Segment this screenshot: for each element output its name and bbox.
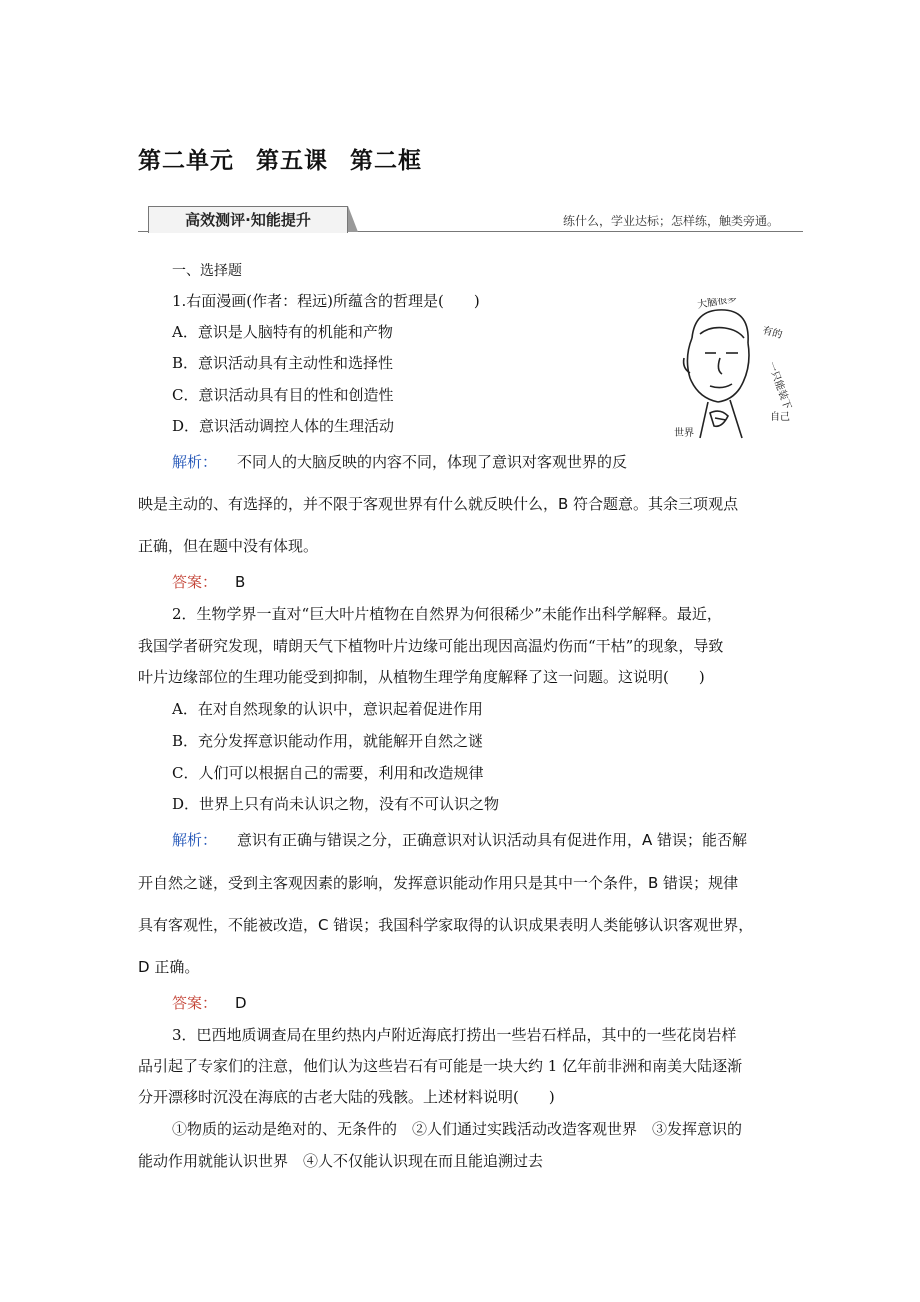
q2-analysis-line2: 开自然之谜，受到主客观因素的影响，发挥意识能动作用只是其中一个条件，B 错误；规律 — [138, 874, 739, 892]
cartoon-head-icon — [670, 298, 795, 448]
q2-stem-line3: 叶片边缘部位的生理功能受到抑制，从植物生理学角度解释了这一问题。这说明( ) — [138, 668, 705, 686]
section-heading: 一、选择题 — [172, 263, 242, 279]
q1-analysis-text1: 不同人的大脑反映的内容不同，体现了意识对客观世界的反 — [237, 453, 628, 471]
svg-text:大脑很多: 大脑很多 — [696, 298, 738, 311]
title-lesson: 第五课 — [256, 148, 328, 174]
q2-option-a: A．在对自然现象的认识中，意识起着促进作用 — [172, 700, 483, 718]
q1-option-a: A．意识是人脑特有的机能和产物 — [172, 323, 393, 341]
q2-analysis-label: 解析： — [172, 831, 218, 849]
svg-text:一只能装下: 一只能装下 — [765, 360, 793, 412]
q1-analysis-line3: 正确，但在题中没有体现。 — [138, 537, 319, 555]
svg-text:世界: 世界 — [674, 428, 694, 439]
q3-stem-line3: 分开漂移时沉没在海底的古老大陆的残骸。上述材料说明( ) — [138, 1088, 555, 1106]
svg-text:自己: 自己 — [770, 412, 790, 423]
banner-slogan: 练什么，学业达标；怎样练，触类旁通。 — [563, 214, 780, 228]
q1-analysis-line2: 映是主动的、有选择的，并不限于客观世界有什么就反映什么，B 符合题意。其余三项观点 — [138, 495, 739, 513]
q2-answer-label: 答案： — [172, 994, 218, 1012]
cartoon-illustration — [670, 298, 795, 448]
q1-analysis-label: 解析： — [172, 453, 218, 471]
q1-answer-label: 答案： — [172, 573, 218, 591]
q3-stem-line2: 品引起了专家们的注意，他们认为这些岩石有可能是一块大约 1 亿年前非洲和南美大陆逐渐 — [138, 1057, 743, 1075]
q1-stem: 1.右面漫画(作者：程远)所蕴含的哲理是( ) — [172, 292, 480, 310]
q2-option-b: B．充分发挥意识能动作用，就能解开自然之谜 — [172, 732, 484, 750]
q3-items-line1: ①物质的运动是绝对的、无条件的 ②人们通过实践活动改造客观世界 ③发挥意识的 — [172, 1120, 743, 1138]
q1-option-b: B．意识活动具有主动性和选择性 — [172, 354, 394, 372]
q2-analysis-line1 — [172, 829, 747, 850]
q3-items-line2: 能动作用就能认识世界 ④人不仅能认识现在而且能追溯过去 — [138, 1152, 544, 1170]
q2-answer — [172, 992, 247, 1013]
q1-option-d: D．意识活动调控人体的生理活动 — [172, 417, 395, 435]
q2-answer-value: D — [235, 994, 247, 1012]
q3-stem-line1: 3．巴西地质调查局在里约热内卢附近海底打捞出一些岩石样品，其中的一些花岗岩样 — [172, 1026, 737, 1044]
q2-stem-line2: 我国学者研究发现，晴朗天气下植物叶片边缘可能出现因高温灼伤而“干枯”的现象，导致 — [138, 637, 724, 655]
q2-analysis-text1: 意识有正确与错误之分，正确意识对认识活动具有促进作用，A 错误；能否解 — [237, 831, 748, 849]
banner-triangle — [348, 206, 358, 232]
q2-option-c: C．人们可以根据自己的需要，利用和改造规律 — [172, 764, 484, 782]
title-frame: 第二框 — [350, 148, 422, 174]
q1-analysis-line1 — [172, 451, 627, 472]
q1-answer — [172, 571, 245, 592]
title-unit: 第二单元 — [138, 148, 234, 174]
svg-text:有的: 有的 — [761, 325, 784, 342]
q2-option-d: D．世界上只有尚未认识之物，没有不可认识之物 — [172, 795, 500, 813]
q2-analysis-line4: D 正确。 — [138, 958, 200, 976]
banner-label: 高效测评·知能提升 — [148, 206, 348, 233]
q1-answer-value: B — [235, 573, 246, 591]
q2-stem-line1: 2．生物学界一直对“巨大叶片植物在自然界为何很稀少”未能作出科学解释。最近， — [172, 605, 722, 623]
q2-analysis-line3: 具有客观性，不能被改造，C 错误；我国科学家取得的认识成果表明人类能够认识客观世界， — [138, 916, 754, 934]
q1-option-c: C．意识活动具有目的性和创造性 — [172, 386, 394, 404]
page-title — [138, 142, 444, 175]
